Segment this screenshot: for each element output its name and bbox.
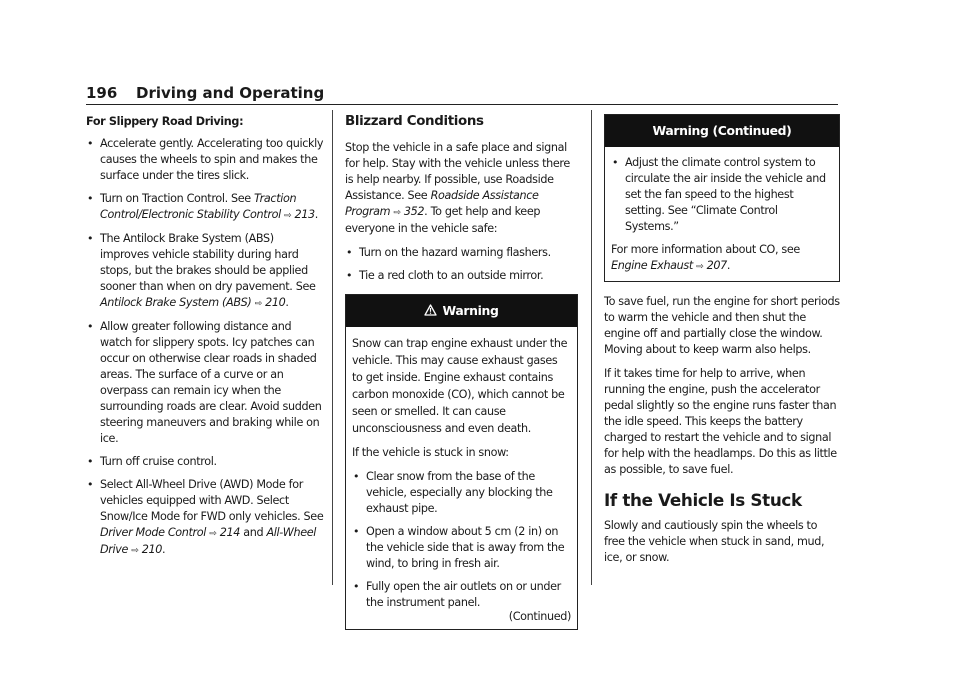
paragraph: Slowly and cautiously spin the wheels to free the vehicle when stuck in sand, mud, ice, or snow. [604, 519, 825, 564]
cross-reference[interactable]: Engine Exhaust [611, 259, 693, 272]
list-item: • Allow greater following distance and watch for slippery spots. Icy patches can occur on otherwise clear roads in shaded areas. The surface of a curve or an overpass can remain icy when the surrounding roads are clear. Avoid sudden steering maneuvers and braking while on ice. [86, 319, 324, 447]
warning-box-continued [604, 114, 840, 282]
column-divider-1 [332, 110, 333, 585]
warning-text: Snow can trap engine exhaust under the vehicle. This may cause exhaust gases to get inside. Engine exhaust contains carbon monoxide (CO), which cannot be seen or smelled. It can cause unconsciousness and even death. [352, 337, 568, 435]
stuck-heading: If the Vehicle Is Stuck [604, 490, 802, 510]
cross-reference[interactable]: Roadside Assistance Program [345, 189, 539, 218]
cross-reference[interactable]: Traction Control/Electronic Stability Control [100, 192, 297, 221]
blizzard-intro: Stop the vehicle in a safe place and signal for help. Stay with the vehicle unless there is help nearby. If possible, use Roadside Assistance. See Roadside Assistance Program ⇨ 352. To get help and keep everyone in the vehicle safe: [345, 141, 570, 235]
list-item: • Tie a red cloth to an outside mirror. [345, 268, 578, 284]
list-item: • Accelerate gently. Accelerating too quickly causes the wheels to spin and makes the surface under the tires slick. [86, 136, 324, 184]
page-reference[interactable]: 213 [294, 208, 315, 221]
list-item: • Select All-Wheel Drive (AWD) Mode for vehicles equipped with AWD. Select Snow/Ice Mode for FWD only vehicles. See Driver Mode Control ⇨ 214 and All-Wheel Drive ⇨ 210. [86, 477, 324, 559]
page-header [86, 84, 838, 105]
page-number: 196 [86, 84, 118, 102]
cross-reference[interactable]: Driver Mode Control [100, 526, 207, 539]
warning-box [345, 294, 578, 630]
page-arrow-icon: ⇨ [393, 208, 401, 218]
column-divider-2 [591, 110, 592, 585]
list-item: • Open a window about 5 cm (2 in) on the vehicle side that is away from the wind, to bring in fresh air. [352, 524, 571, 572]
page-arrow-icon: ⇨ [254, 299, 262, 309]
page-reference[interactable]: 210 [265, 296, 286, 309]
column-3 [604, 114, 840, 574]
warning-more-text: For more information about CO, see Engine Exhaust ⇨ 207. [611, 243, 800, 272]
warning-body [346, 327, 577, 629]
page-arrow-icon: ⇨ [209, 529, 217, 539]
blizzard-list [345, 245, 578, 284]
blizzard-heading: Blizzard Conditions [345, 114, 484, 129]
paragraph: If it takes time for help to arrive, when running the engine, push the accelerator pedal slightly so the engine runs faster than the idle speed. This keeps the battery charged to restart the vehicle and to signal for help with the headlamps. Do this as little as possible, to save fuel. [604, 367, 837, 476]
warning-title: Warning [442, 303, 499, 318]
page-arrow-icon: ⇨ [131, 546, 139, 556]
page-arrow-icon: ⇨ [696, 262, 704, 272]
warning-stuck-text: If the vehicle is stuck in snow: [352, 446, 509, 459]
cross-reference[interactable]: All-Wheel Drive [100, 526, 317, 556]
page-reference[interactable]: 352 [403, 205, 425, 218]
list-item: • Adjust the climate control system to circulate the air inside the vehicle and set the fan speed to the highest setting. See “Climate Control Systems.” [611, 155, 833, 235]
cross-reference[interactable]: Antilock Brake System (ABS) [100, 296, 252, 309]
list-item: • The Antilock Brake System (ABS) improves vehicle stability during hard stops, but the brakes should be applied sooner than when on dry pavement. See Antilock Brake System (ABS) ⇨ 210. [86, 231, 324, 312]
page-arrow-icon: ⇨ [284, 211, 292, 221]
slippery-road-lead: For Slippery Road Driving: [86, 115, 244, 128]
warning-body [605, 147, 839, 281]
list-item: • Fully open the air outlets on or under the instrument panel. [352, 579, 571, 611]
page-reference[interactable]: 214 [219, 526, 241, 539]
section-title: Driving and Operating [136, 84, 325, 102]
column-2 [345, 114, 578, 630]
warning-header [346, 295, 577, 327]
slippery-road-list [86, 136, 324, 559]
page-reference[interactable]: 207 [706, 259, 727, 272]
list-item: • Turn off cruise control. [86, 454, 324, 470]
list-item: • Clear snow from the base of the vehicle, especially any blocking the exhaust pipe. [352, 469, 571, 517]
page-reference[interactable]: 210 [141, 543, 163, 556]
warning-list [352, 469, 571, 611]
column-1 [86, 114, 324, 566]
paragraph: To save fuel, run the engine for short periods to warm the vehicle and then shut the engine off and partially close the window. Moving about to keep warm also helps. [604, 295, 840, 356]
warning-list [611, 155, 833, 235]
warning-triangle-icon [424, 296, 437, 328]
continued-label: (Continued) [508, 610, 571, 623]
warning-header: Warning (Continued) [605, 115, 839, 147]
list-item: • Turn on Traction Control. See Traction Control/Electronic Stability Control ⇨ 213. [86, 191, 324, 224]
list-item: • Turn on the hazard warning flashers. [345, 245, 578, 261]
